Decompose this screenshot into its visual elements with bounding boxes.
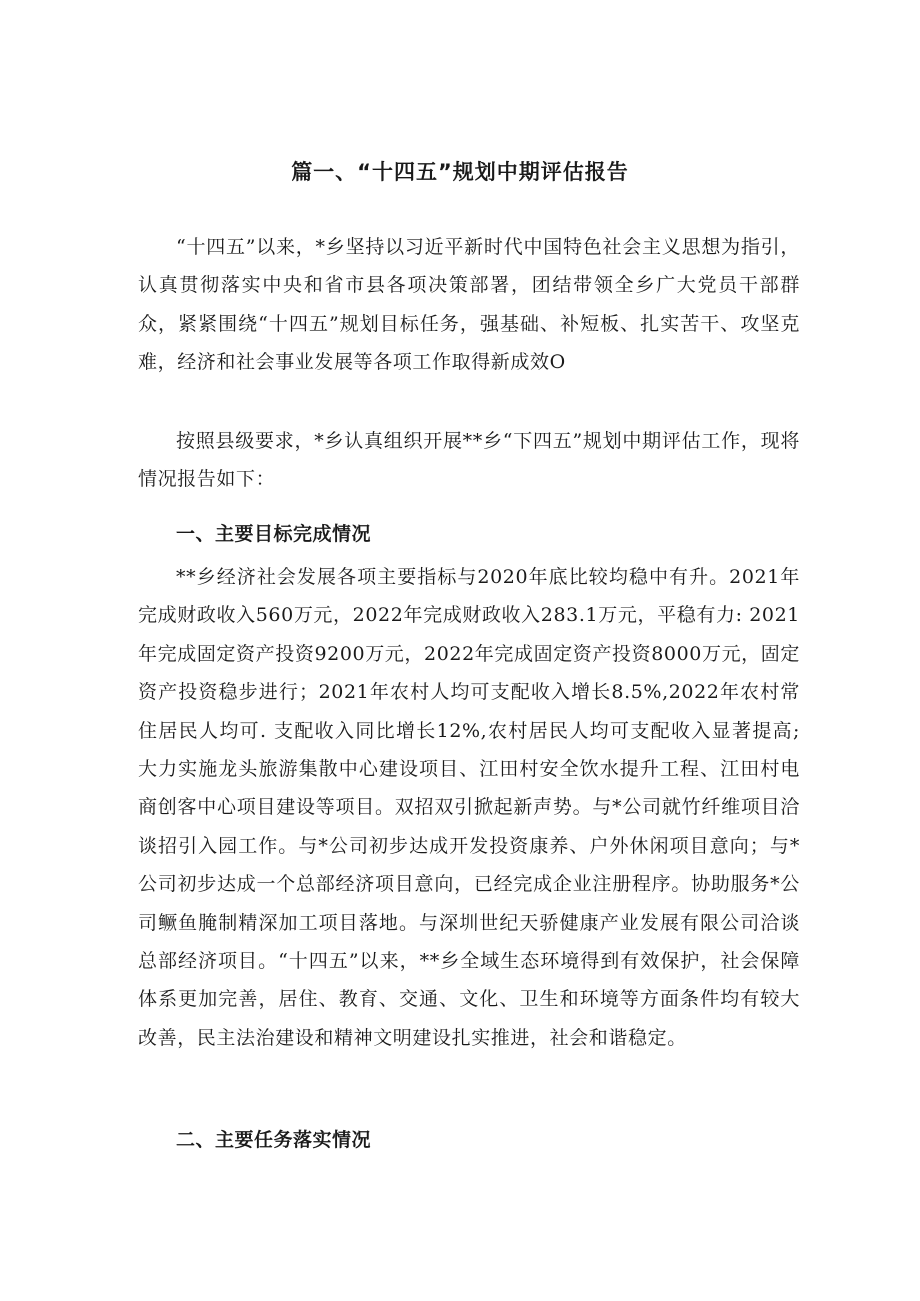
section-heading-tasks: 二、主要任务落实情况 [176, 1129, 372, 1151]
intro-paragraph: “十四五”以来，*乡坚持以习近平新时代中国特色社会主义思想为指引，认真贯彻落实中央和省市县各项决策部署，团结带领全乡广大党员干部群众，紧紧围绕“十四五”规划目标任务，强基础、补短板、扎实苦干、攻坚克难，经济和社会事业发展等各项工作取得新成效O [138, 236, 800, 374]
document-title: 篇一、“十四五”规划中期评估报告 [291, 160, 629, 184]
section-heading-goals: 一、主要目标完成情况 [176, 523, 372, 545]
goals-paragraph: **乡经济社会发展各项主要指标与2020年底比较均稳中有升。2021年完成财政收入560万元，2022年完成财政收入283.1万元，平稳有力: 2021年完成固定资产投资9200万元，2022年完成固定资产投资8000万元，固定资产投资稳步进行；2021年农村人均可支配收入增长8.5%,2022年农村常住居民人均可. 支配收入同比增长12%,农村居民人均可支配收入显著提高; 大力实施龙头旅游集散中心建设项目、江田村安全饮水提升工程、江田村电商创客中心项目建设等项目。双招双引掀起新声势。与*公司就竹纤维项目洽谈招引入园工作。与*公司初步达成开发投资康养、户外休闲项目意向；与*公司初步达成一个总部经济项目意向，已经完成企业注册程序。协助服务*公司鳜鱼腌制精深加工项目落地。与深圳世纪天骄健康产业发展有限公司洽谈总部经济项目。“十四五”以来，**乡全域生态环境得到有效保护，社会保障体系更加完善，居住、教育、交通、文化、卫生和环境等方面条件均有较大改善，民主法治建设和精神文明建设扎实推进，社会和谐稳定。 [138, 566, 800, 1049]
evaluation-paragraph: 按照县级要求，*乡认真组织开展**乡“下四五”规划中期评估工作，现将情况报告如下： [138, 430, 800, 491]
